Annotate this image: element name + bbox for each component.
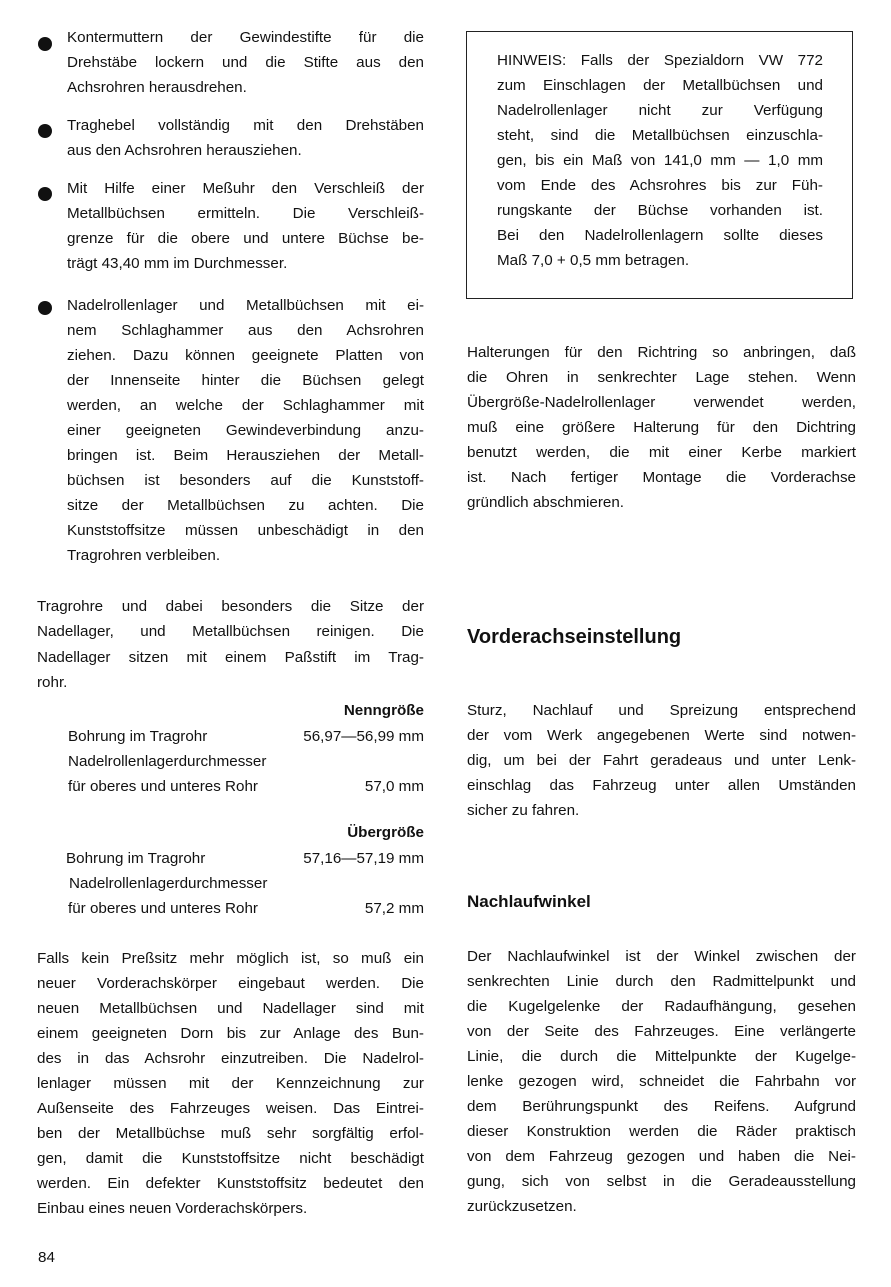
text-line: trägt 43,40 mm im Durchmesser.: [67, 255, 288, 272]
text-line: vom Ende des Achsrohres bis zur Füh-: [497, 177, 823, 194]
text-line: sitze der Metallbüchsen zu achten. Die: [67, 497, 424, 514]
text-line: einschlag das Fahrzeug unter allen Umständen: [467, 777, 856, 794]
text-line: Außenseite des Fahrzeuges weisen. Das Eintrei-: [37, 1100, 424, 1117]
text-line: neuen Metallbüchsen und Nadellager sind mit: [37, 1000, 424, 1017]
bullet-icon: [38, 124, 52, 138]
text-line: Metallbüchsen ermitteln. Die Verschleiß-: [67, 205, 424, 222]
text-line: rohr.: [37, 674, 68, 691]
text-line: der Innenseite hinter die Büchsen gelegt: [67, 372, 424, 389]
text-line: Nadelrollenlager nicht zur Verfügung: [497, 102, 823, 119]
text-line: gung, sich von selbst in die Geradeausstellung: [467, 1173, 856, 1190]
text-line: HINWEIS: Falls der Spezialdorn VW 772: [497, 52, 823, 69]
bullet-icon: [38, 301, 52, 315]
text-line: werden, an welche der Schlaghammer mit: [67, 397, 424, 414]
text-line: nem Schlaghammer aus den Achsrohren: [67, 322, 424, 339]
text-line: neuer Vorderachskörper eingebaut werden. Die: [37, 975, 424, 992]
text-line: gen, damit die Kunststoffsitze nicht beschädigt: [37, 1150, 424, 1167]
text-line: rungskante der Büchse vorhanden ist.: [497, 202, 823, 219]
bullet-icon: [38, 37, 52, 51]
text-line: Tragrohren verbleiben.: [67, 547, 221, 564]
text-line: von dem Fahrzeug gezogen und haben die Nei-: [467, 1148, 856, 1165]
spec-label: Bohrung im Tragrohr: [66, 850, 206, 867]
page-number: 84: [38, 1249, 55, 1266]
text-line: ben der Metallbüchse muß sehr sorgfältig erfol-: [37, 1125, 424, 1142]
text-line: Einbau eines neuen Vorderachskörpers.: [37, 1200, 308, 1217]
text-line: Drehstäbe lockern und die Stifte aus den: [67, 54, 424, 71]
text-line: ziehen. Dazu können geeignete Platten von: [67, 347, 424, 364]
spec-value: 57,16—57,19 mm: [303, 850, 424, 867]
spec-heading: Übergröße: [347, 824, 424, 841]
text-line: steht, sind die Metallbüchsen einzuschla-: [497, 127, 823, 144]
text-line: Übergröße-Nadelrollenlager verwendet werden,: [467, 394, 856, 411]
spec-label: Nadelrollenlagerdurchmesser: [68, 753, 267, 770]
text-line: gründlich abschmieren.: [467, 494, 625, 511]
text-line: Bei den Nadelrollenlagern sollte dieses: [497, 227, 823, 244]
text-line: Nadelrollenlager und Metallbüchsen mit ei-: [67, 297, 424, 314]
spec-label: für oberes und unteres Rohr: [68, 778, 258, 795]
spec-value: 56,97—56,99 mm: [303, 728, 424, 745]
text-line: Linie, die durch die Mittelpunkte der Kugelge-: [467, 1048, 856, 1065]
text-line: dig, um bei der Fahrt geradeaus und unter Lenk-: [467, 752, 856, 769]
text-line: des in das Achsrohr einzutreiben. Die Nadelrol-: [37, 1050, 424, 1067]
spec-label: Bohrung im Tragrohr: [68, 728, 208, 745]
text-line: sicher zu fahren.: [467, 802, 580, 819]
spec-value: 57,0 mm: [364, 778, 424, 795]
text-line: lenlager müssen mit der Kennzeichnung zur: [37, 1075, 424, 1092]
text-line: Kontermuttern der Gewindestifte für die: [67, 29, 424, 46]
spec-label: für oberes und unteres Rohr: [68, 900, 258, 917]
text-line: grenze für die obere und untere Büchse be-: [67, 230, 424, 247]
text-line: der vom Werk angegebenen Werte sind notwen-: [467, 727, 856, 744]
text-line: Traghebel vollständig mit den Drehstäben: [67, 117, 424, 134]
text-line: bringen ist. Beim Herausziehen der Metall-: [67, 447, 424, 464]
text-line: dieser Konstruktion werden die Räder praktisch: [467, 1123, 856, 1140]
text-line: die Kugelgelenke der Radaufhängung, gesehen: [467, 998, 856, 1015]
text-line: Nadellager, und Metallbüchsen reinigen. Die: [37, 623, 424, 640]
text-line: werden. Ein defekter Kunststoffsitz bedeutet den: [37, 1175, 424, 1192]
bullet-icon: [38, 187, 52, 201]
spec-value: 57,2 mm: [364, 900, 424, 917]
text-line: Mit Hilfe einer Meßuhr den Verschleiß der: [67, 180, 424, 197]
text-line: dem Berührungspunkt des Reifens. Aufgrund: [467, 1098, 856, 1115]
text-line: von der Seite des Fahrzeuges. Eine verlängerte: [467, 1023, 856, 1040]
text-line: aus den Achsrohren herausziehen.: [67, 142, 302, 159]
text-line: ist. Nach fertiger Montage die Vorderachse: [467, 469, 856, 486]
text-line: Sturz, Nachlauf und Spreizung entsprechend: [467, 702, 856, 719]
text-line: die Ohren in senkrechter Lage stehen. Wenn: [467, 369, 856, 386]
text-line: einem geeigneten Dorn bis zur Anlage des Bun-: [37, 1025, 424, 1042]
text-line: gen, bis ein Maß von 141,0 mm — 1,0 mm: [497, 152, 823, 169]
text-line: lenke gezogen wird, schneidet die Fahrbahn vor: [467, 1073, 856, 1090]
text-line: Falls kein Preßsitz mehr möglich ist, so muß ein: [37, 950, 424, 967]
subsection-heading: Nachlaufwinkel: [467, 892, 591, 911]
text-line: Achsrohren herausdrehen.: [67, 79, 247, 96]
text-line: Halterungen für den Richtring so anbringen, daß: [467, 344, 856, 361]
spec-label: Nadelrollenlagerdurchmesser: [69, 875, 268, 892]
text-line: zum Einschlagen der Metallbüchsen und: [497, 77, 823, 94]
text-line: Kunststoffsitze müssen unbeschädigt in den: [67, 522, 424, 539]
text-line: einer geeigneten Gewindeverbindung anzu-: [67, 422, 424, 439]
text-line: Tragrohre und dabei besonders die Sitze der: [37, 598, 424, 615]
text-line: Maß 7,0 + 0,5 mm betragen.: [497, 252, 690, 269]
text-line: muß eine größere Halterung für den Dichtring: [467, 419, 856, 436]
spec-heading: Nenngröße: [343, 702, 424, 719]
text-line: senkrechten Linie durch den Radmittelpunkt und: [467, 973, 856, 990]
text-line: benutzt werden, die mit einer Kerbe markiert: [467, 444, 856, 461]
text-line: Der Nachlaufwinkel ist der Winkel zwischen der: [467, 948, 856, 965]
text-line: Nadellager sitzen mit einem Paßstift im Trag-: [37, 649, 424, 666]
text-line: büchsen ist besonders auf die Kunststoff-: [67, 472, 424, 489]
section-heading: Vorderachseinstellung: [467, 626, 682, 648]
text-line: zurückzusetzen.: [467, 1198, 577, 1215]
